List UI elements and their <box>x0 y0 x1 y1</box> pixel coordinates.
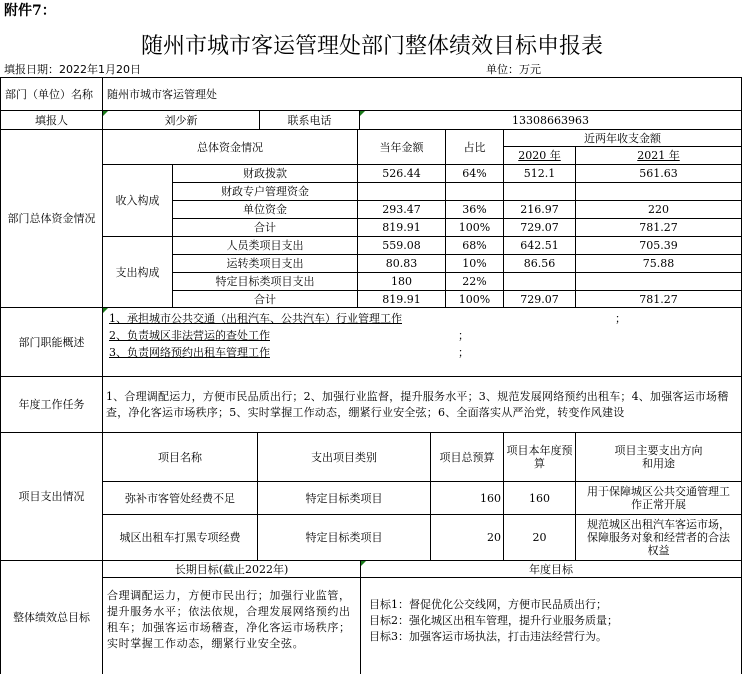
fund-row-amount: 559.08 <box>358 237 446 255</box>
fund-row-2021: 561.63 <box>576 165 742 183</box>
fund-row-2021: 781.27 <box>576 291 742 308</box>
page-title: 随州市城市客运管理处部门整体绩效目标申报表 <box>140 33 603 59</box>
function-end: ； <box>615 312 626 325</box>
project-row-budget: 160 <box>431 482 504 515</box>
fund-row-2020 <box>504 273 576 291</box>
project-row-purpose: 用于保障城区公共交通管理工作正常开展 <box>576 482 742 515</box>
long-term-header: 长期目标(截止2022年) <box>103 561 361 578</box>
fund-row-amount: 293.47 <box>358 201 446 219</box>
fund-row-amount: 819.91 <box>358 219 446 237</box>
long-term-text: 合理调配运力，方便市民出行；加强行业监管，提升服务水平；依法依规，合理发展网络预约出租车；加强客运市场稽查，净化客运市场秩序；实时掌握工作动态，绷紧行业安全弦。 <box>103 578 361 674</box>
fund-row-2021 <box>576 273 742 291</box>
annual-goal-item: 目标1：督促优化公交线网，方便市民品质出行； <box>369 598 607 611</box>
fund-row-amount <box>358 183 446 201</box>
fund-row-2021: 75.88 <box>576 255 742 273</box>
ratio-header: 占比 <box>446 130 504 165</box>
function-end: ； <box>458 346 469 359</box>
project-row-annual: 160 <box>504 482 576 515</box>
project-category-header: 支出项目类别 <box>258 433 431 482</box>
phone-value: 13308663963 <box>360 111 742 130</box>
project-annual-budget-header: 项目本年度预算 <box>504 433 576 482</box>
fund-row-2021: 705.39 <box>576 237 742 255</box>
fund-row-2020: 729.07 <box>504 219 576 237</box>
project-row-name: 城区出租车打黑专项经费 <box>103 515 258 561</box>
project-name-header: 项目名称 <box>103 433 258 482</box>
fund-row-ratio: 36% <box>446 201 504 219</box>
fund-row-name: 财政拨款 <box>173 165 358 183</box>
recent-years-header: 近两年收支金额 <box>504 130 742 147</box>
year-2020-header <box>504 147 576 165</box>
filler-name: 刘少新 <box>103 111 260 130</box>
function-item: 1、承担城市公共交通（出租汽车、公共汽车）行业管理工作 <box>109 312 402 325</box>
goals-label: 整体绩效总目标 <box>1 561 103 674</box>
fund-row-amount: 80.83 <box>358 255 446 273</box>
expense-label: 支出构成 <box>103 237 173 308</box>
function-item: 3、负责网络预约出租车管理工作 <box>109 346 270 359</box>
annual-tasks-text: 1、合理调配运力，方便市民品质出行；2、加强行业监督，提升服务水平；3、规范发展网络预约出租车；4、加强客运市场稽查，净化客运市场秩序；5、实时掌握工作动态，绷紧行业安全弦；6、全面落实从严治党，转变作风建设 <box>103 377 742 433</box>
phone-label: 联系电话 <box>260 111 360 130</box>
fund-row-2021: 781.27 <box>576 219 742 237</box>
attachment-label: 附件7： <box>4 2 56 19</box>
year-2021-header <box>576 147 742 165</box>
function-item: 2、负责城区非法营运的查处工作 <box>109 329 270 342</box>
fund-row-ratio: 64% <box>446 165 504 183</box>
fund-row-name: 单位资金 <box>173 201 358 219</box>
fund-row-2020 <box>504 183 576 201</box>
project-row-category: 特定目标类项目 <box>258 482 431 515</box>
annual-goal-box <box>361 578 742 674</box>
fund-row-amount: 526.44 <box>358 165 446 183</box>
fund-row-ratio: 100% <box>446 219 504 237</box>
fund-row-name: 运转类项目支出 <box>173 255 358 273</box>
fund-row-2020: 729.07 <box>504 291 576 308</box>
overall-funds-label: 总体资金情况 <box>103 130 358 165</box>
fund-row-2020: 216.97 <box>504 201 576 219</box>
project-row-annual: 20 <box>504 515 576 561</box>
project-purpose-header: 项目主要支出方向和用途 <box>576 433 742 482</box>
project-budget-header: 项目总预算 <box>431 433 504 482</box>
income-label: 收入构成 <box>103 165 173 237</box>
current-amount-header: 当年金额 <box>358 130 446 165</box>
function-end: ； <box>458 329 469 342</box>
project-row-category: 特定目标类项目 <box>258 515 431 561</box>
fund-row-name: 财政专户管理资金 <box>173 183 358 201</box>
dept-label: 部门（单位）名称 <box>1 78 103 111</box>
fund-row-name: 人员类项目支出 <box>173 237 358 255</box>
annual-goal-item: 目标3：加强客运市场执法，打击违法经营行为。 <box>369 630 607 643</box>
fund-row-name: 合计 <box>173 219 358 237</box>
fill-date: 填报日期：2022年1月20日 <box>4 62 141 76</box>
fund-row-2020: 86.56 <box>504 255 576 273</box>
annual-tasks-label: 年度工作任务 <box>1 377 103 433</box>
fund-row-ratio: 100% <box>446 291 504 308</box>
fund-row-2021 <box>576 183 742 201</box>
fund-row-ratio: 68% <box>446 237 504 255</box>
annual-goal-header: 年度目标 <box>361 561 742 578</box>
functions-label: 部门职能概述 <box>1 308 103 377</box>
fund-row-ratio: 10% <box>446 255 504 273</box>
project-row-name: 弥补市客管处经费不足 <box>103 482 258 515</box>
fund-row-amount: 819.91 <box>358 291 446 308</box>
project-row-purpose: 规范城区出租汽车客运市场，保障服务对象和经营者的合法权益 <box>576 515 742 561</box>
filler-label: 填报人 <box>1 111 103 130</box>
project-row-budget: 20 <box>431 515 504 561</box>
projects-label: 项目支出情况 <box>1 433 103 561</box>
fund-row-ratio: 22% <box>446 273 504 291</box>
fund-row-name: 特定目标类项目支出 <box>173 273 358 291</box>
funds-section-label: 部门总体资金情况 <box>1 130 103 308</box>
year-2020-label: 2020 年 <box>518 149 561 162</box>
annual-goal-item: 目标2：强化城区出租车管理，提升行业服务质量； <box>369 614 618 627</box>
fund-row-ratio <box>446 183 504 201</box>
year-2021-label: 2021 年 <box>637 149 680 162</box>
fund-row-2020: 512.1 <box>504 165 576 183</box>
fund-row-2020: 642.51 <box>504 237 576 255</box>
fund-row-amount: 180 <box>358 273 446 291</box>
fund-row-2021: 220 <box>576 201 742 219</box>
unit-label: 单位：万元 <box>486 62 541 76</box>
fund-row-name: 合计 <box>173 291 358 308</box>
dept-name: 随州市城市客运管理处 <box>103 78 742 111</box>
